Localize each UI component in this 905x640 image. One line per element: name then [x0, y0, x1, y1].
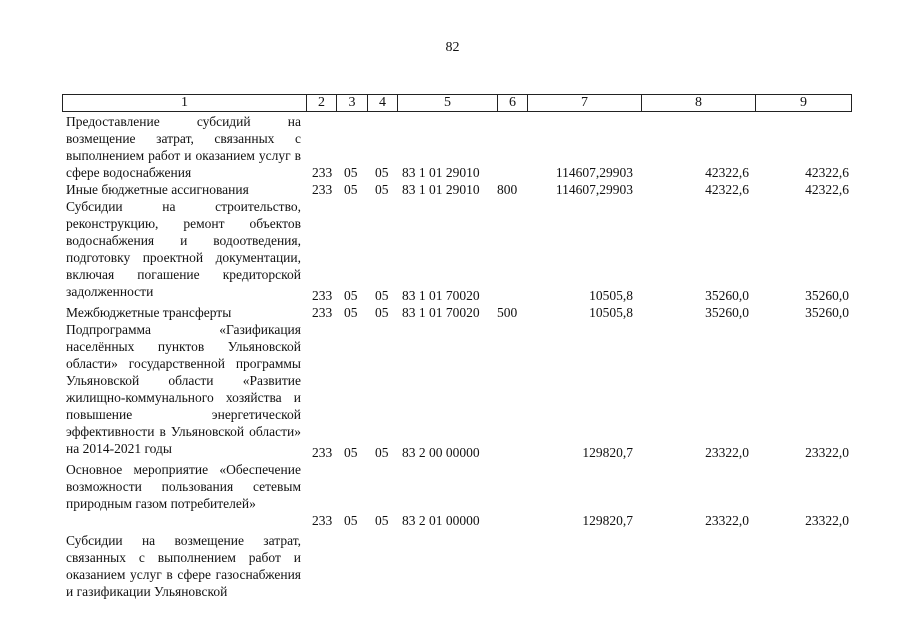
row-cell-c4: 05: [375, 305, 389, 320]
row-cell-c7: 114607,29903: [555, 165, 633, 180]
row-cell-c3: 05: [344, 513, 358, 528]
row-cell-c4: 05: [375, 445, 389, 460]
row-cell-c7: 129820,7: [582, 513, 633, 528]
row-cell-c2: 233: [312, 305, 333, 320]
row-cell-c8: 35260,0: [705, 288, 749, 303]
row-cell-c3: 05: [344, 288, 358, 303]
row-cell-c4: 05: [375, 513, 389, 528]
header-col-9: 9: [755, 95, 851, 111]
row-cell-c8: 42322,6: [705, 165, 749, 180]
row-cell-c4: 05: [375, 182, 389, 197]
row-cell-c5: 83 1 01 70020: [402, 305, 480, 320]
row-cell-c2: 233: [312, 288, 333, 303]
row-cell-c5: 83 2 01 00000: [402, 513, 480, 528]
row-name: Субсидии на строительство, реконструкцию, ремонт объектов водоснабжения и водоотведения, подготовку проектной документации, включая погашение кредиторской задолженности: [66, 199, 301, 299]
row-cell-c5: 83 2 00 00000: [402, 445, 480, 460]
row-cell-c3: 05: [344, 182, 358, 197]
row-cell-c3: 05: [344, 445, 358, 460]
row-cell-c8: 23322,0: [705, 513, 749, 528]
row-cell-c4: 05: [375, 165, 389, 180]
page-number: 82: [445, 40, 460, 55]
header-col-7: 7: [527, 95, 641, 111]
header-col-4: 4: [367, 95, 397, 111]
row-cell-c9: 42322,6: [805, 165, 849, 180]
row-cell-c8: 42322,6: [705, 182, 749, 197]
row-name: Подпрограмма «Газификация населённых пунктов Ульяновской области» государственной программы Ульяновской области «Развитие жилищно-коммунального хозяйства и повышение энергетической эффективности в Ульяновской области» на 2014-2021 годы: [66, 322, 301, 456]
row-cell-c3: 05: [344, 305, 358, 320]
row-cell-c2: 233: [312, 165, 333, 180]
row-cell-c7: 10505,8: [589, 305, 633, 320]
row-cell-c8: 35260,0: [705, 305, 749, 320]
row-cell-c3: 05: [344, 165, 358, 180]
header-col-6: 6: [497, 95, 527, 111]
row-name: Основное мероприятие «Обеспечение возможности пользования сетевым природным газом потребителей»: [66, 462, 301, 511]
row-cell-c7: 10505,8: [589, 288, 633, 303]
header-col-5: 5: [397, 95, 497, 111]
row-name: Иные бюджетные ассигнования: [66, 182, 249, 197]
row-name: Предоставление субсидий на возмещение затрат, связанных с выполнением работ и оказанием услуг в сфере водоснабжения: [66, 114, 301, 180]
header-col-1: 1: [181, 95, 188, 110]
row-cell-c9: 35260,0: [805, 305, 849, 320]
row-cell-c9: 42322,6: [805, 182, 849, 197]
row-cell-c7: 114607,29903: [555, 182, 633, 197]
table-header: [62, 94, 852, 112]
row-name: Субсидии на возмещение затрат, связанных с выполнением работ и оказанием услуг в сфере газоснабжения и газификации Ульяновской: [66, 533, 301, 599]
row-cell-c5: 83 1 01 29010: [402, 182, 480, 197]
row-cell-c9: 35260,0: [805, 288, 849, 303]
row-name: Межбюджетные трансферты: [66, 305, 232, 320]
row-cell-c2: 233: [312, 445, 333, 460]
row-cell-c7: 129820,7: [582, 445, 633, 460]
row-cell-c5: 83 1 01 29010: [402, 165, 480, 180]
row-cell-c9: 23322,0: [805, 513, 849, 528]
header-col-3: 3: [336, 95, 367, 111]
row-cell-c4: 05: [375, 288, 389, 303]
row-cell-c8: 23322,0: [705, 445, 749, 460]
row-cell-c6: 800: [497, 182, 518, 197]
header-col-2: 2: [306, 95, 336, 111]
row-cell-c5: 83 1 01 70020: [402, 288, 480, 303]
row-cell-c2: 233: [312, 513, 333, 528]
row-cell-c9: 23322,0: [805, 445, 849, 460]
header-col-8: 8: [641, 95, 755, 111]
row-cell-c6: 500: [497, 305, 518, 320]
row-cell-c2: 233: [312, 182, 333, 197]
